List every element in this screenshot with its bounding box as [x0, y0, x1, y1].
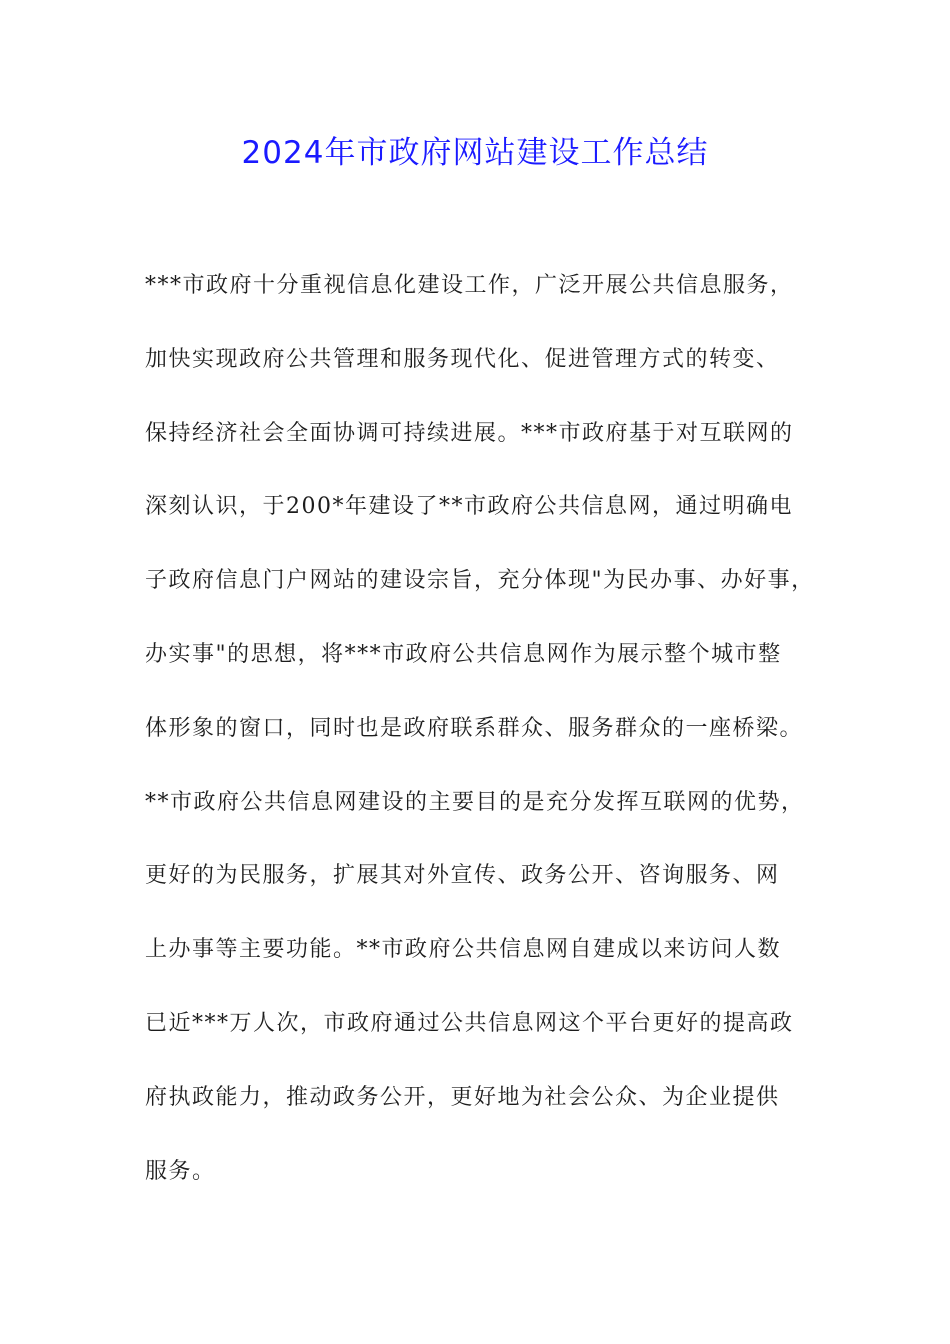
body-line: 体形象的窗口，同时也是政府联系群众、服务群众的一座桥梁。 — [145, 715, 804, 741]
document-title: 2024年市政府网站建设工作总结 — [241, 135, 709, 171]
body-line: 保持经济社会全面协调可持续进展。***市政府基于对互联网的 — [145, 420, 794, 446]
body-line: 深刻认识，于200*年建设了**市政府公共信息网，通过明确电 — [145, 494, 793, 520]
body-line: 更好的为民服务，扩展其对外宣传、政务公开、咨询服务、网 — [145, 863, 780, 889]
document-body — [145, 261, 825, 1220]
body-line: 府执政能力，推动政务公开，更好地为社会公众、为企业提供 — [145, 1084, 780, 1110]
body-line: 上办事等主要功能。**市政府公共信息网自建成以来访问人数 — [145, 937, 782, 963]
body-line: 已近***万人次，市政府通过公共信息网这个平台更好的提高政 — [145, 1010, 794, 1036]
body-line: **市政府公共信息网建设的主要目的是充分发挥互联网的优势， — [145, 789, 805, 815]
body-line: 服务。 — [145, 1158, 216, 1184]
body-line: 加快实现政府公共管理和服务现代化、促进管理方式的转变、 — [145, 346, 780, 372]
body-line: 子政府信息门户网站的建设宗旨，充分体现"为民办事、办好事， — [145, 568, 815, 594]
body-line: ***市政府十分重视信息化建设工作，广泛开展公共信息服务， — [145, 273, 794, 298]
body-line: 办实事"的思想，将***市政府公共信息网作为展示整个城市整 — [145, 641, 782, 667]
